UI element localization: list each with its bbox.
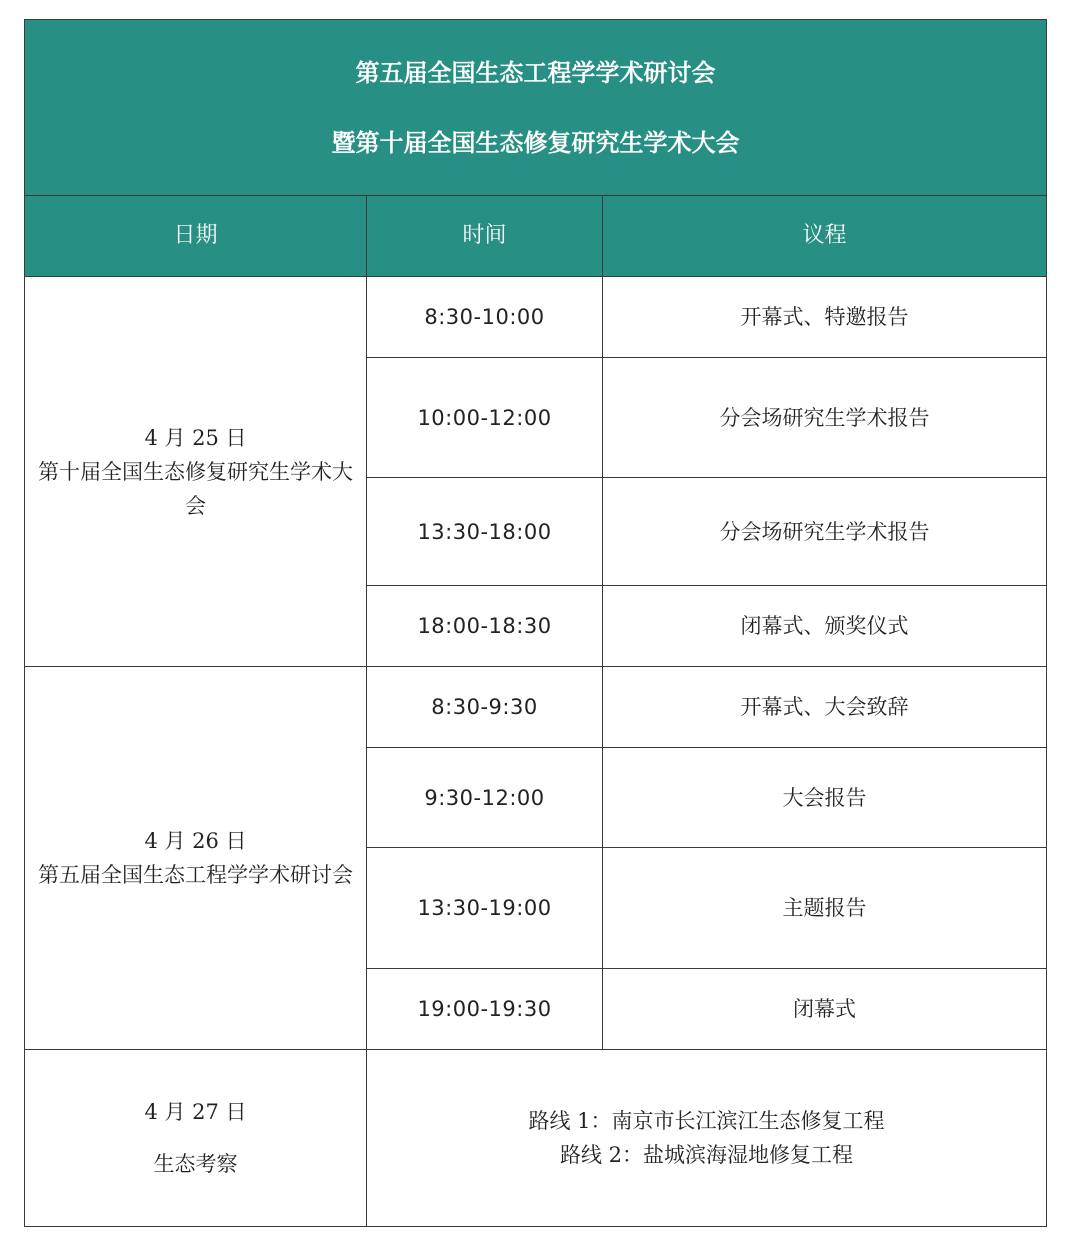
time-cell: 19:00-19:30 xyxy=(367,969,603,1050)
title-row xyxy=(25,20,1047,196)
route-1: 路线 1：南京市长江滨江生态修复工程 xyxy=(528,1109,885,1133)
agenda-cell: 开幕式、大会致辞 xyxy=(603,667,1047,748)
event-label: 生态考察 xyxy=(153,1152,238,1176)
agenda-cell: 闭幕式 xyxy=(603,969,1047,1050)
event-label: 第十届全国生态修复研究生学术大会 xyxy=(38,459,353,518)
agenda-cell: 主题报告 xyxy=(603,848,1047,969)
header-row xyxy=(25,196,1047,277)
date-cell-day3 xyxy=(25,1050,367,1227)
agenda-cell: 分会场研究生学术报告 xyxy=(603,478,1047,586)
time-cell: 13:30-19:00 xyxy=(367,848,603,969)
agenda-cell: 开幕式、特邀报告 xyxy=(603,277,1047,358)
agenda-cell: 闭幕式、颁奖仪式 xyxy=(603,586,1047,667)
title-line-2: 暨第十届全国生态修复研究生学术大会 xyxy=(331,127,740,157)
header-agenda: 议程 xyxy=(603,196,1047,277)
time-cell: 10:00-12:00 xyxy=(367,358,603,478)
time-cell: 9:30-12:00 xyxy=(367,748,603,848)
agenda-cell: 大会报告 xyxy=(603,748,1047,848)
header-time: 时间 xyxy=(367,196,603,277)
time-cell: 18:00-18:30 xyxy=(367,586,603,667)
title-line-1: 第五届全国生态工程学学术研讨会 xyxy=(355,57,716,87)
table-row xyxy=(25,667,1047,748)
schedule-table xyxy=(24,19,1047,1227)
date-label: 4 月 27 日 xyxy=(144,1100,247,1124)
time-cell: 8:30-9:30 xyxy=(367,667,603,748)
table-row xyxy=(25,1050,1047,1227)
header-date: 日期 xyxy=(25,196,367,277)
table-title xyxy=(25,20,1047,196)
date-cell-day2 xyxy=(25,667,367,1050)
routes-cell xyxy=(367,1050,1047,1227)
date-label: 4 月 26 日 xyxy=(144,829,247,853)
time-cell: 8:30-10:00 xyxy=(367,277,603,358)
date-cell-day1 xyxy=(25,277,367,667)
event-label: 第五届全国生态工程学学术研讨会 xyxy=(38,863,353,887)
time-cell: 13:30-18:00 xyxy=(367,478,603,586)
route-2: 路线 2：盐城滨海湿地修复工程 xyxy=(559,1143,854,1167)
agenda-cell: 分会场研究生学术报告 xyxy=(603,358,1047,478)
date-label: 4 月 25 日 xyxy=(144,425,247,450)
table-row xyxy=(25,277,1047,358)
